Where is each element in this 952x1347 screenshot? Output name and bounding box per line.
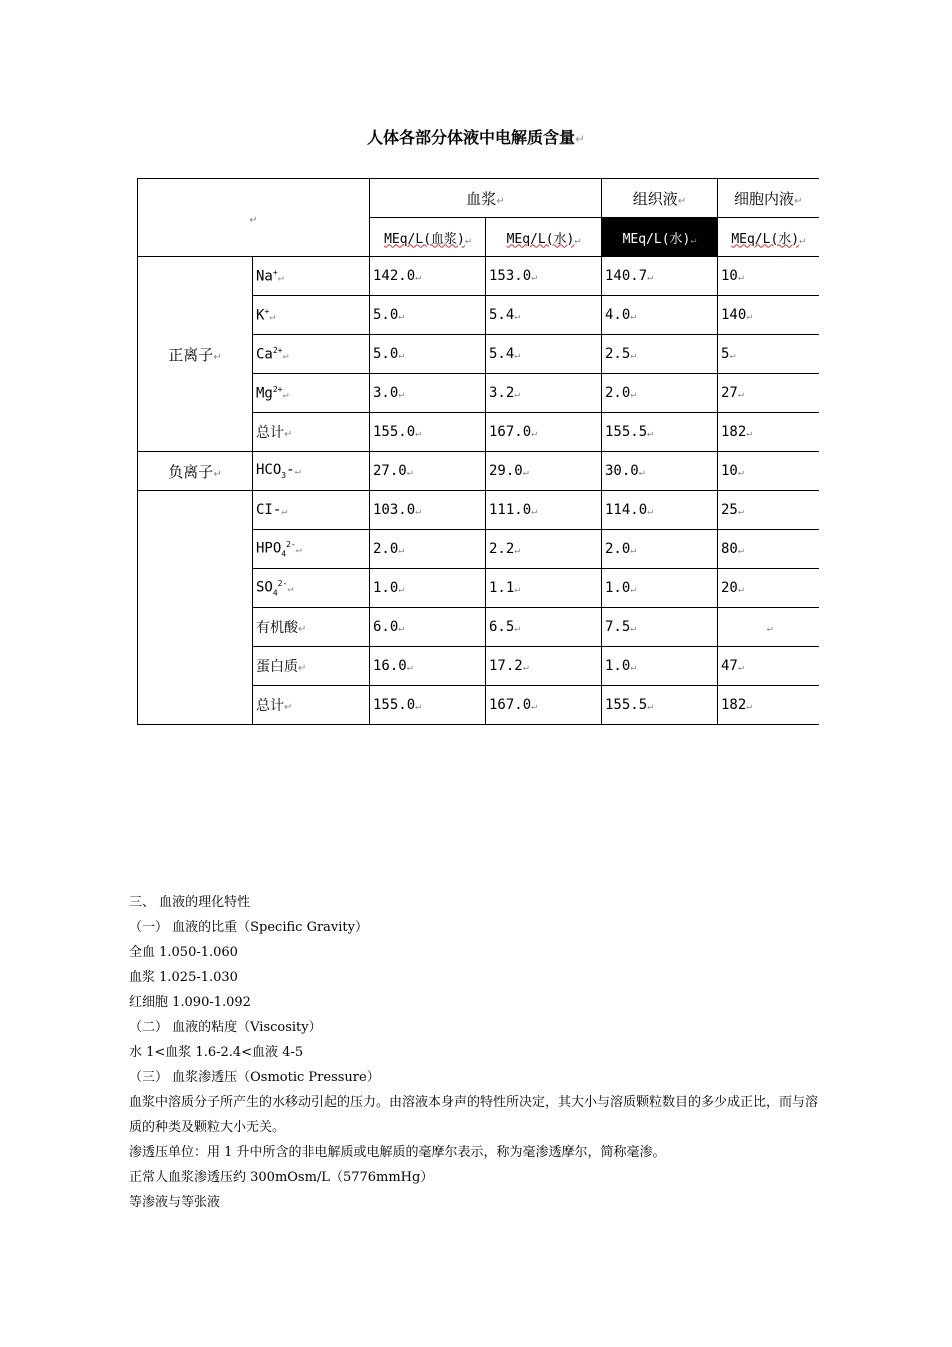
text-line: 渗透压单位：用 1 升中所含的非电解质或电解质的毫摩尔表示，称为毫渗透摩尔，简称毫渗。 bbox=[129, 1145, 666, 1160]
value-cell: 2.0↵ bbox=[370, 530, 486, 569]
header-plasma: 血浆↵ bbox=[370, 179, 602, 218]
value-cell: 155.0↵ bbox=[370, 686, 486, 725]
value-cell: 25↵ bbox=[718, 491, 819, 530]
value-cell: 29.0↵ bbox=[486, 452, 602, 491]
value-cell: 5.0↵ bbox=[370, 296, 486, 335]
group-anion: 负离子↵ bbox=[138, 452, 253, 491]
value-cell: 27.0↵ bbox=[370, 452, 486, 491]
value-cell: 6.5↵ bbox=[486, 608, 602, 647]
value-cell: 5.4↵ bbox=[486, 335, 602, 374]
value-cell: 3.0↵ bbox=[370, 374, 486, 413]
value-cell: 142.0↵ bbox=[370, 257, 486, 296]
value-cell: 2.0↵ bbox=[602, 530, 718, 569]
value-cell: 167.0↵ bbox=[486, 413, 602, 452]
text-line: 血浆 1.025-1.030 bbox=[129, 970, 238, 985]
text-line: 正常人血浆渗透压约 300mOsm/L（5776mmHg） bbox=[129, 1170, 434, 1185]
text-line: 三、 血液的理化特性 bbox=[129, 895, 251, 910]
value-cell: 182↵ bbox=[718, 413, 819, 452]
value-cell: 16.0↵ bbox=[370, 647, 486, 686]
value-cell: 182↵ bbox=[718, 686, 819, 725]
value-cell: 20↵ bbox=[718, 569, 819, 608]
text-line: （三） 血浆渗透压（Osmotic Pressure） bbox=[129, 1070, 380, 1085]
value-cell: 155.0↵ bbox=[370, 413, 486, 452]
value-cell: 10↵ bbox=[718, 257, 819, 296]
ion-label: 有机酸↵ bbox=[253, 608, 370, 647]
value-cell: 6.0↵ bbox=[370, 608, 486, 647]
text-line: 等渗液与等张液 bbox=[129, 1195, 221, 1210]
value-cell: 1.0↵ bbox=[370, 569, 486, 608]
value-cell: 155.5↵ bbox=[602, 686, 718, 725]
ion-label: $HCO_3-↵$ bbox=[253, 452, 370, 491]
table-row bbox=[138, 491, 819, 530]
text-line: 血浆中溶质分子所产生的水移动引起的压力。由溶液本身声的特性所决定，其大小与溶质颗粒数目的多少成正比，而与溶质的种类及颗粒大小无关。 bbox=[129, 1095, 819, 1135]
value-cell: 80↵ bbox=[718, 530, 819, 569]
ion-label: 总计↵ bbox=[253, 686, 370, 725]
group-anion-cont bbox=[138, 491, 253, 725]
value-cell: 4.0↵ bbox=[602, 296, 718, 335]
header-tissue: 组织液↵ bbox=[602, 179, 718, 218]
value-cell: 167.0↵ bbox=[486, 686, 602, 725]
table-title: 人体各部分体液中电解质含量↵ bbox=[366, 128, 586, 147]
value-cell: 153.0↵ bbox=[486, 257, 602, 296]
ion-label: 总计↵ bbox=[253, 413, 370, 452]
value-cell: 140↵ bbox=[718, 296, 819, 335]
value-cell: 114.0↵ bbox=[602, 491, 718, 530]
value-cell: 1.1↵ bbox=[486, 569, 602, 608]
table-row bbox=[138, 257, 819, 296]
ion-label: $Ca^{2+}↵$ bbox=[253, 335, 370, 374]
group-cation: 正离子↵ bbox=[138, 257, 253, 452]
unit-plasma-1: MEq/L(血浆)↵ bbox=[370, 218, 486, 257]
ion-label: $Mg^{2+}↵$ bbox=[253, 374, 370, 413]
value-cell: 111.0↵ bbox=[486, 491, 602, 530]
ion-label: 蛋白质↵ bbox=[253, 647, 370, 686]
text-line: 水 1<血浆 1.6-2.4<血液 4-5 bbox=[129, 1045, 304, 1060]
unit-intracellular: MEq/L(水)↵ bbox=[718, 218, 819, 257]
value-cell: 27↵ bbox=[718, 374, 819, 413]
value-cell: 140.7↵ bbox=[602, 257, 718, 296]
ion-label: Na+↵ bbox=[253, 257, 370, 296]
value-cell: ↵ bbox=[718, 608, 819, 647]
value-cell: 1.0↵ bbox=[602, 569, 718, 608]
electrolyte-table bbox=[137, 178, 819, 725]
ion-label: $SO_4^{2-}↵$ bbox=[253, 569, 370, 608]
value-cell: 2.0↵ bbox=[602, 374, 718, 413]
value-cell: 1.0↵ bbox=[602, 647, 718, 686]
text-line: （二） 血液的粘度（Viscosity） bbox=[129, 1020, 322, 1035]
ion-label: K+↵ bbox=[253, 296, 370, 335]
value-cell: 30.0↵ bbox=[602, 452, 718, 491]
ion-label: CI-↵ bbox=[253, 491, 370, 530]
ion-label: $HPO_4^{2-}↵$ bbox=[253, 530, 370, 569]
unit-plasma-2: MEq/L(水)↵ bbox=[486, 218, 602, 257]
value-cell: 10↵ bbox=[718, 452, 819, 491]
header-intracellular: 细胞内液↵ bbox=[718, 179, 819, 218]
body-text bbox=[129, 890, 829, 1215]
value-cell: 103.0↵ bbox=[370, 491, 486, 530]
value-cell: 5.4↵ bbox=[486, 296, 602, 335]
text-line: 红细胞 1.090-1.092 bbox=[129, 995, 251, 1010]
text-line: 全血 1.050-1.060 bbox=[129, 945, 238, 960]
text-line: （一） 血液的比重（Specific Gravity） bbox=[129, 920, 368, 935]
value-cell: 5.0↵ bbox=[370, 335, 486, 374]
value-cell: 5↵ bbox=[718, 335, 819, 374]
table-row bbox=[138, 452, 819, 491]
unit-tissue: MEq/L(水)↵ bbox=[602, 218, 718, 257]
value-cell: 2.5↵ bbox=[602, 335, 718, 374]
value-cell: 2.2↵ bbox=[486, 530, 602, 569]
corner-cell: ↵ bbox=[138, 179, 370, 257]
value-cell: 3.2↵ bbox=[486, 374, 602, 413]
value-cell: 47↵ bbox=[718, 647, 819, 686]
value-cell: 7.5↵ bbox=[602, 608, 718, 647]
value-cell: 17.2↵ bbox=[486, 647, 602, 686]
value-cell: 155.5↵ bbox=[602, 413, 718, 452]
